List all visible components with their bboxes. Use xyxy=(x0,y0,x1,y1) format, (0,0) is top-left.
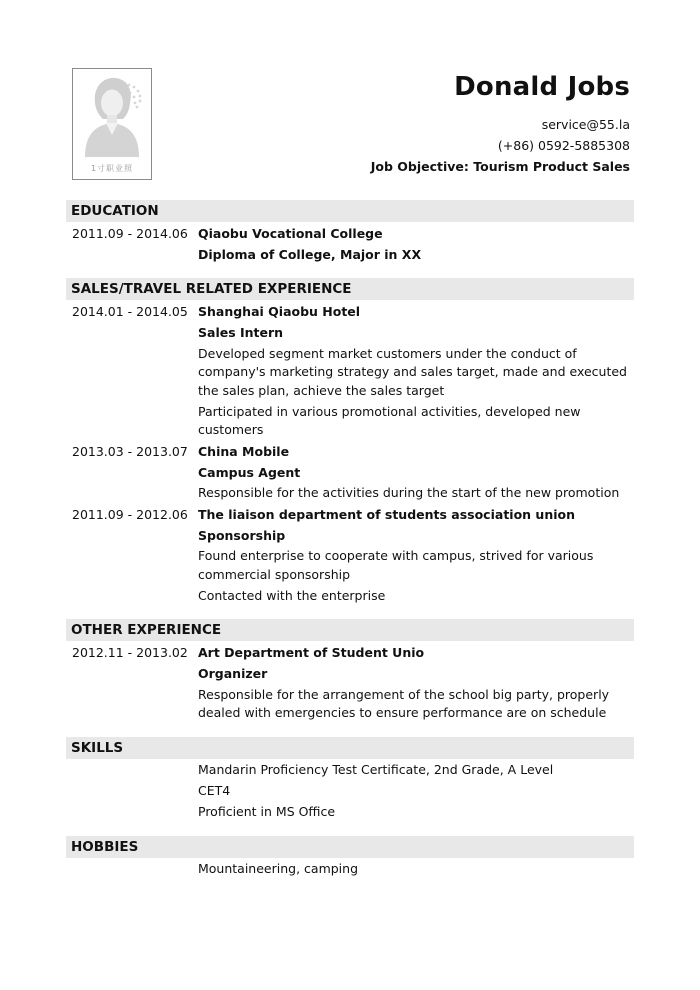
entry-details xyxy=(198,441,634,504)
entry-organization: The liaison department of students association union xyxy=(198,506,575,522)
entry-description: Contacted with the enterprise xyxy=(198,587,386,603)
section-sales-experience xyxy=(66,278,634,606)
resume-body xyxy=(66,200,634,893)
profile-photo-placeholder xyxy=(72,68,152,180)
skill-item: CET4 xyxy=(198,783,231,798)
entry-details xyxy=(198,642,634,724)
experience-entry xyxy=(66,301,634,441)
entry-role: Sales Intern xyxy=(198,325,284,340)
entry-details xyxy=(198,223,634,265)
entry-organization: Art Department of Student Unio xyxy=(198,645,425,660)
candidate-name: Donald Jobs xyxy=(454,72,630,102)
entry-details xyxy=(198,301,634,441)
section-title: HOBBIES xyxy=(66,836,634,858)
job-objective: Job Objective: Tourism Product Sales xyxy=(370,159,630,174)
hobbies-entry xyxy=(66,859,634,880)
entry-date: 2014.01 - 2014.05 xyxy=(72,304,188,319)
entry-description: Responsible for the activities during the start of the new promotion xyxy=(198,485,620,500)
section-other-experience xyxy=(66,619,634,724)
experience-entry xyxy=(66,642,634,724)
photo-caption: 1寸职业照 xyxy=(90,164,134,173)
section-skills xyxy=(66,737,634,823)
entry-organization: China Mobile xyxy=(198,443,290,459)
entry-details xyxy=(198,760,634,823)
section-education xyxy=(66,200,634,265)
skills-entry xyxy=(66,760,634,823)
entry-role: Diploma of College, Major in XX xyxy=(198,247,422,262)
section-title: OTHER EXPERIENCE xyxy=(66,619,634,641)
entry-organization: Shanghai Qiaobu Hotel xyxy=(198,304,361,319)
phone-text: (+86) 0592-5885308 xyxy=(497,138,630,153)
entry-date: 2013.03 - 2013.07 xyxy=(72,443,188,459)
skill-item: Mandarin Proficiency Test Certificate, 2nd Grade, A Level xyxy=(198,762,554,777)
entry-date: 2011.09 - 2012.06 xyxy=(72,506,188,522)
entry-description: Found enterprise to cooperate with campus, strived for various commercial sponsorship xyxy=(198,548,594,582)
experience-entry xyxy=(66,441,634,504)
entry-description: Responsible for the arrangement of the school big party, properly dealed with emergencies to ensure performance are on schedule xyxy=(198,686,610,720)
education-entry xyxy=(66,223,634,265)
skill-item: Proficient in MS Office xyxy=(198,804,336,819)
contact-block xyxy=(371,114,630,177)
entry-role: Campus Agent xyxy=(198,464,301,480)
experience-entry xyxy=(66,504,634,607)
section-title: SALES/TRAVEL RELATED EXPERIENCE xyxy=(66,278,634,300)
hobby-item: Mountaineering, camping xyxy=(198,861,359,876)
entry-details xyxy=(198,859,634,880)
entry-description: Participated in various promotional activities, developed new customers xyxy=(198,403,581,437)
entry-role: Sponsorship xyxy=(198,527,286,543)
section-hobbies xyxy=(66,836,634,880)
section-title: EDUCATION xyxy=(66,200,634,222)
email-text: service@55.la xyxy=(541,117,630,132)
entry-description: Developed segment market customers under the conduct of company's marketing strategy and sales target, made and executed the sales plan, achieve the sales target xyxy=(198,345,627,398)
entry-details xyxy=(198,504,634,607)
entry-role: Organizer xyxy=(198,666,268,681)
entry-date-empty xyxy=(66,760,198,823)
entry-date-empty xyxy=(66,859,198,880)
entry-organization: Qiaobu Vocational College xyxy=(198,226,383,241)
section-title: SKILLS xyxy=(66,737,634,759)
entry-date: 2011.09 - 2014.06 xyxy=(72,226,188,241)
entry-date: 2012.11 - 2013.02 xyxy=(72,645,188,660)
